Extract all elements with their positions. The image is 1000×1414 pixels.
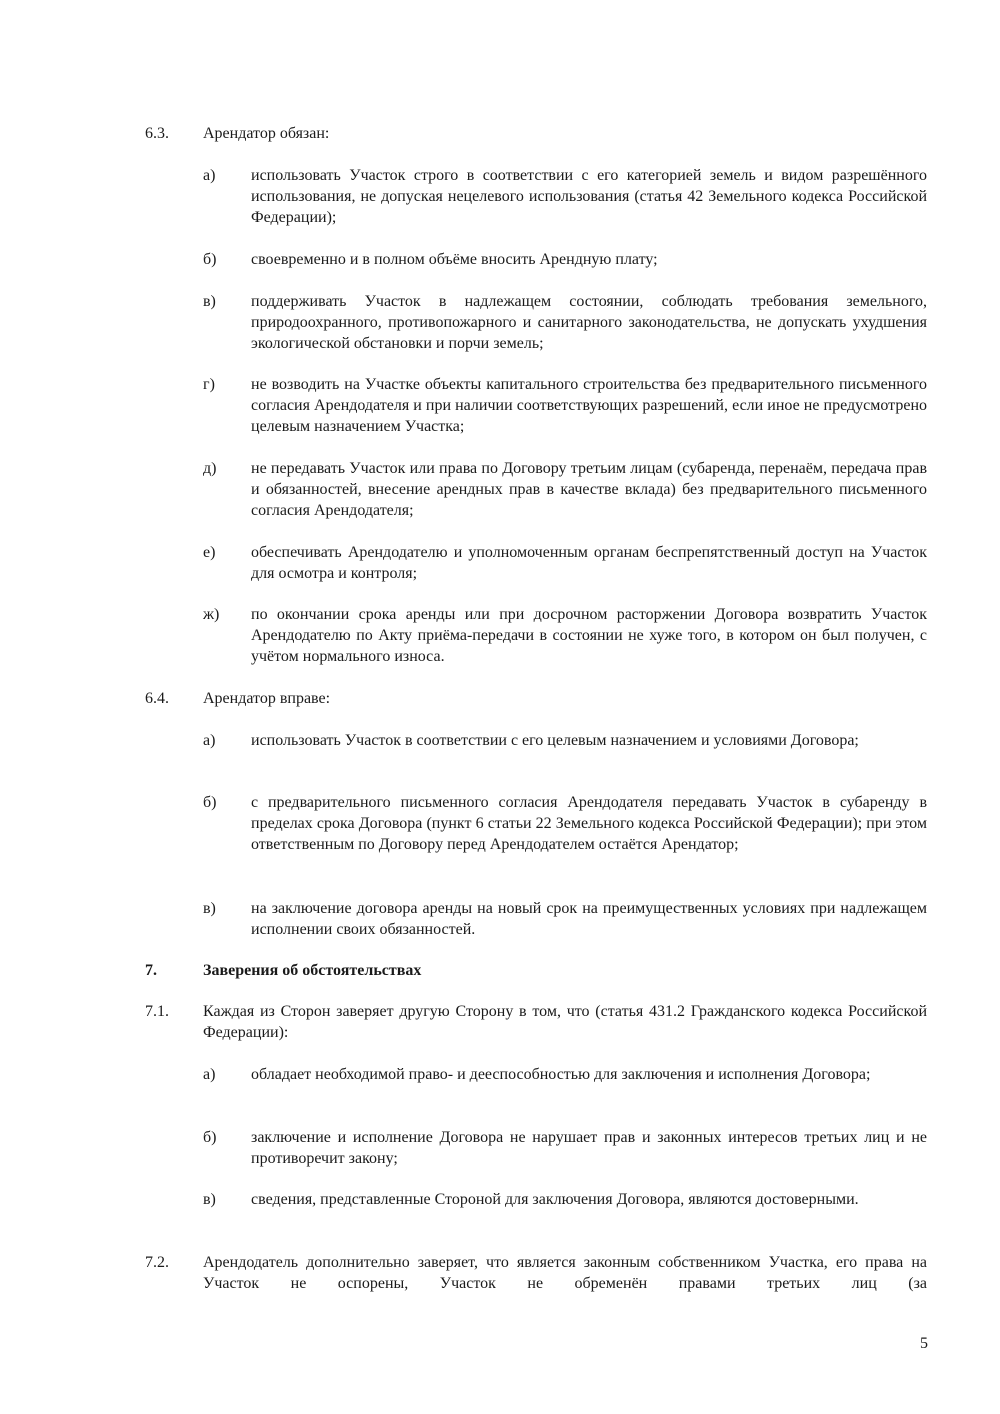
clause-number: 7.2. [145,1254,169,1271]
list-item-letter: д) [203,460,217,477]
list-item-letter: е) [203,544,216,561]
list-item-letter: в) [203,1191,216,1208]
clause-heading: Арендатор обязан: [203,125,330,142]
list-item-text: не передавать Участок или права по Договору третьим лицам (субаренда, перенаём, передача прав и обязанностей, внесение арендных прав в качестве вклада) без предварительного письменного согласия Арендодателя; [251,460,927,519]
clause-number: 7.1. [145,1003,169,1020]
list-item-text: на заключение договора аренды на новый срок на преимущественных условиях при надлежащем исполнении своих обязанностей. [251,900,927,938]
list-item-letter: а) [203,167,216,184]
section-number: 7. [145,962,157,979]
list-item-letter: в) [203,293,216,310]
section-title: Заверения об обстоятельствах [203,962,422,979]
list-item-letter: а) [203,732,216,749]
list-item-text: использовать Участок строго в соответствии с его категорией земель и видом разрешённого использования, не допуская нецелевого использования (статья 42 Земельного кодекса Российской Федерации); [251,167,927,226]
clause-number: 6.3. [145,125,169,142]
list-item-text: по окончании срока аренды или при досрочном расторжении Договора возвратить Участок Арендодателю по Акту приёма-передачи в состоянии не хуже того, в котором он был получен, с учётом нормального износа. [251,606,927,665]
clause-text: Арендодатель дополнительно заверяет, что является законным собственником Участка, его права на Участок не оспорены, Участок не обременён правами третьих лиц (за [203,1254,927,1292]
list-item-text: поддерживать Участок в надлежащем состоянии, соблюдать требования земельного, природоохранного, противопожарного и санитарного законодательства, не допускать ухудшения экологической обстановки и порчи земель; [251,293,927,352]
clause-number: 6.4. [145,690,169,707]
list-item-letter: б) [203,794,217,811]
list-item-letter: в) [203,900,216,917]
list-item-letter: а) [203,1066,216,1083]
list-item-letter: б) [203,251,217,268]
list-item-text: сведения, представленные Стороной для заключения Договора, являются достоверными. [251,1191,859,1208]
list-item-text: своевременно и в полном объёме вносить Арендную плату; [251,251,658,268]
list-item-letter: б) [203,1129,217,1146]
list-item-letter: ж) [203,606,220,623]
list-item-letter: г) [203,376,215,393]
list-item-text: не возводить на Участке объекты капитального строительства без предварительного письменного согласия Арендодателя и при наличии соответствующих разрешений, если иное не предусмотрено целевым назначением Участка; [251,376,927,435]
clause-heading: Арендатор вправе: [203,690,331,707]
list-item-text: заключение и исполнение Договора не нарушает прав и законных интересов третьих лиц и не противоречит закону; [251,1129,927,1167]
list-item-text: использовать Участок в соответствии с его целевым назначением и условиями Договора; [251,732,859,749]
list-item-text: обладает необходимой право- и дееспособностью для заключения и исполнения Договора; [251,1066,871,1083]
list-item-text: с предварительного письменного согласия Арендодателя передавать Участок в субаренду в пределах срока Договора (пункт 6 статьи 22 Земельного кодекса Российской Федерации); при этом ответственным по Договору перед Арендодателем остаётся Арендатор; [251,794,927,853]
clause-heading: Каждая из Сторон заверяет другую Сторону в том, что (статья 431.2 Гражданского кодекса Российской Федерации): [203,1003,927,1041]
list-item-text: обеспечивать Арендодателю и уполномоченным органам беспрепятственный доступ на Участок для осмотра и контроля; [251,544,927,582]
page-number: 5 [920,1335,928,1352]
